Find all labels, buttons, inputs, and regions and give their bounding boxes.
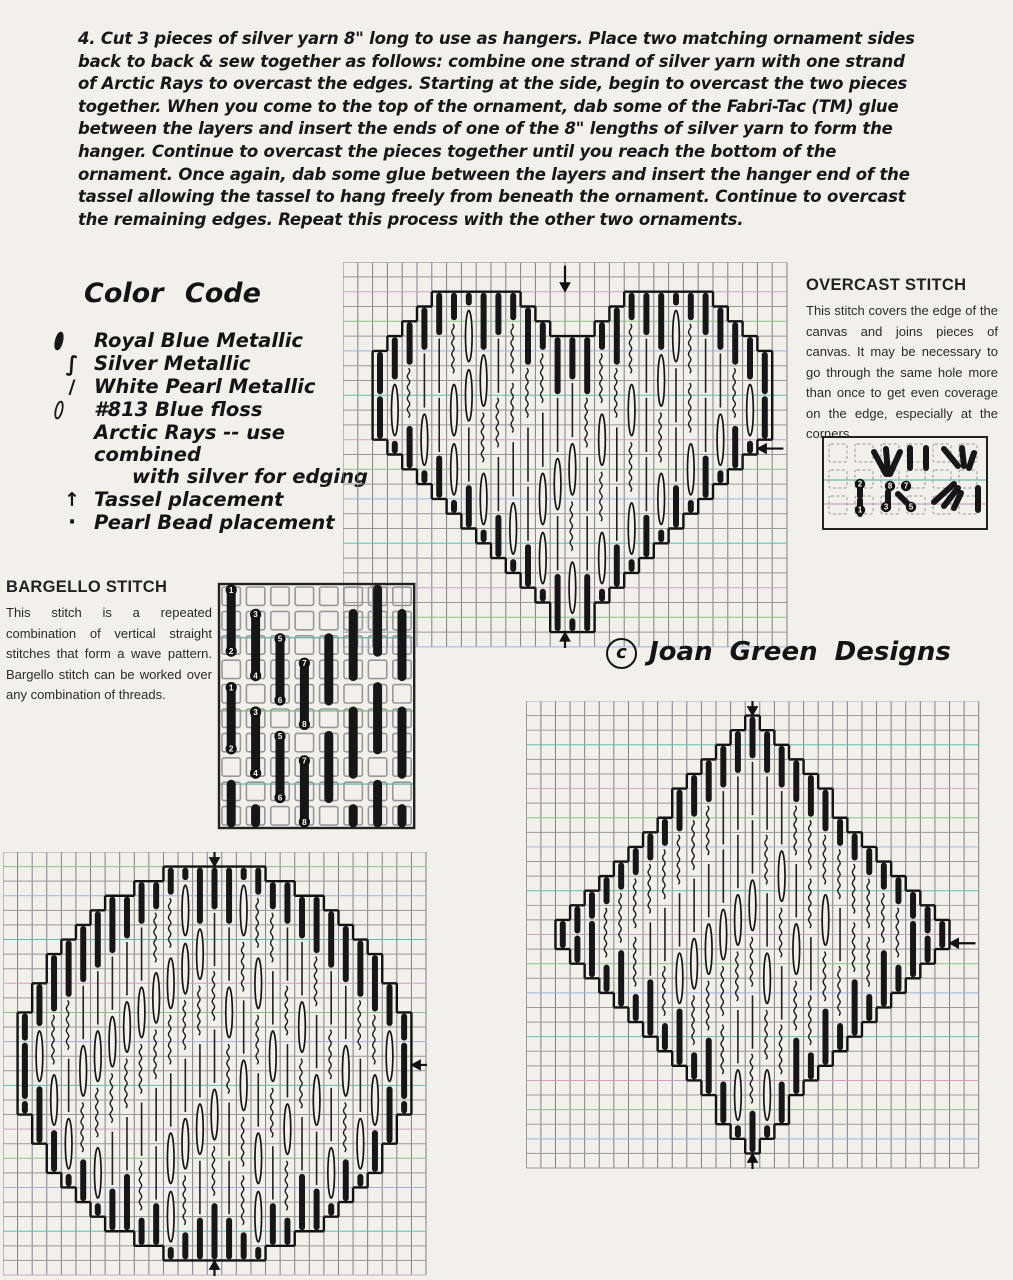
svg-text:8: 8 [302,817,307,827]
overcast-stitch-title: OVERCAST STITCH [806,276,967,294]
bargello-swatch-svg [217,582,416,830]
bargello-stitch-diagram [217,582,416,830]
svg-text:7: 7 [302,659,307,669]
overcast-stitch-diagram [822,436,988,530]
svg-text:8: 8 [302,720,307,730]
color-code-item [50,422,370,488]
swatch-border [219,584,414,828]
color-code-label: Arctic Rays -- use combined with silver for edging [94,421,368,488]
diamondChart-svg [526,701,980,1169]
round-ornament-chart [3,852,427,1276]
outline-oval-symbol-icon [50,399,94,421]
stitch-symbols [25,871,404,1257]
dot-symbol-icon: · [67,510,77,535]
color-code-item [50,512,370,534]
color-code-item [50,399,370,421]
color-code-item [50,376,370,398]
color-code-item [50,353,370,375]
svg-text:5: 5 [277,634,283,644]
svg-text:3: 3 [253,610,258,620]
svg-text:1: 1 [228,683,234,693]
stitch-numbers [226,584,310,827]
diamond-ornament-chart [526,701,980,1169]
color-code-title: Color Code [84,278,261,309]
color-code-item [50,330,370,352]
overcast-stitch-description: This stitch covers the edge of the canvas and joins pieces of canvas. It may be necessary to go through the same hole more than once to get even coverage on the edge, especially at the corners. [806,303,998,442]
svg-text:7: 7 [302,756,307,766]
up-arrow-symbol-icon: ↑ [64,489,80,511]
overcast-diagram-svg [822,436,988,530]
color-code-label: Royal Blue Metallic [94,329,303,352]
svg-text:6: 6 [277,695,283,705]
stitch-symbols [228,589,402,823]
svg-text:2: 2 [228,744,234,754]
circleChart-svg [3,852,427,1276]
copyright-symbol: c [606,638,637,669]
svg-text:2: 2 [857,479,863,489]
svg-text:2: 2 [228,647,234,657]
color-code-list [50,330,370,535]
color-code-label: #813 Blue floss [94,398,263,421]
svg-text:8: 8 [887,481,893,491]
color-code-label: Tassel placement [94,488,284,511]
svg-text:7: 7 [903,481,909,491]
svg-text:4: 4 [253,671,258,681]
svg-text:5: 5 [277,732,283,742]
overcast-stitch-section [806,276,998,445]
copyright-text: Joan Green Designs [649,636,951,667]
svg-text:3: 3 [253,707,258,717]
copyright-line [606,636,951,667]
instructions-step-4: 4. Cut 3 pieces of silver yarn 8" long to use as hangers. Place two matching ornament sides back to back & sew together as follows: combine one strand of silver yarn with one strand of Arctic Rays to overcast the edges. Starting at the side, begin to overcast the two pieces together. When you come to the top of the ornament, dab some of the Fabri-Tac (TM) glue between the layers and insert the ends of one of the 8" lengths of silver yarn to form the hanger. Continue to overcast the pieces together until you reach the bottom of the ornament. Once again, dab some glue between the layers and insert the hanger end of the tassel allowing the tassel to hang freely from beneath the ornament. Continue to overcast the remaining edges. Repeat this process with the other two ornaments. [78,29,915,229]
bargello-stitch-section [6,578,212,706]
color-code-item [50,489,370,511]
svg-text:4: 4 [253,768,258,778]
canvas-grid [219,587,414,825]
svg-text:5: 5 [908,502,914,512]
squiggle-symbol-icon: ∫ [65,352,79,376]
svg-text:1: 1 [857,505,863,515]
filled-oval-symbol-icon [50,330,94,352]
slash-symbol-icon: / [68,376,76,398]
svg-text:6: 6 [277,793,283,803]
bargello-stitch-description: This stitch is a repeated combination of vertical straight stitches that form a wave pattern. Bargello stitch can be worked over any combination of threads. [6,605,212,703]
svg-text:3: 3 [883,502,889,512]
color-code-label: Silver Metallic [94,352,251,375]
svg-text:1: 1 [228,585,234,595]
color-code-label: Pearl Bead placement [94,511,335,534]
stitch-symbols [380,296,765,628]
color-code-label: White Pearl Metallic [94,375,316,398]
bargello-stitch-title: BARGELLO STITCH [6,578,168,596]
